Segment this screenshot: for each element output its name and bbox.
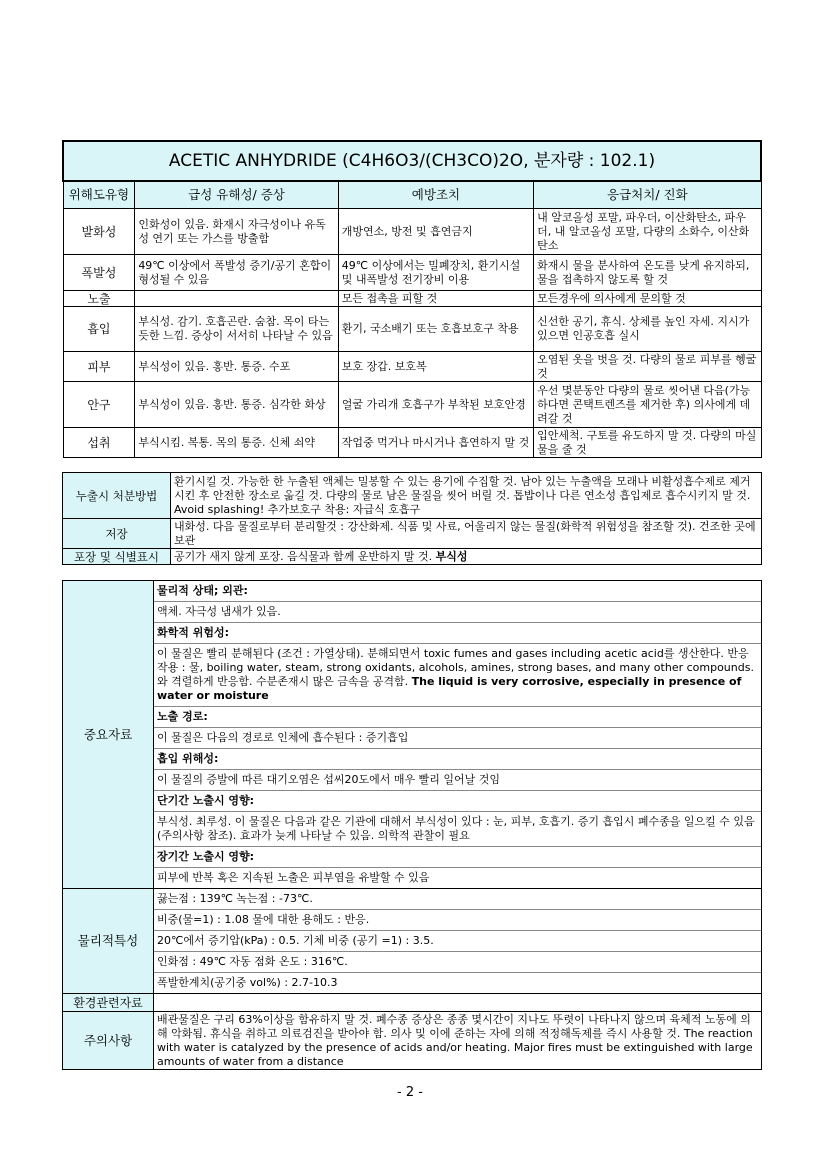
document-title: ACETIC ANHYDRIDE (C4H6O3/(CH3CO)2O, 분자량 : 102.1) bbox=[63, 141, 761, 181]
section-text: 이 물질은 다음의 경로로 인체에 흡수된다 : 증기흡입 bbox=[154, 728, 762, 749]
packaging-cell bbox=[171, 549, 762, 565]
section-text: 이 물질은 빨리 분해된다 (조건 : 가열상태). 분해되면서 toxic fumes and gases including acetic acid를 생산한다. 반응작용 : 물, boiling water, steam, strong oxidants, alcohols, amines, strong bases, and many other compounds.와 격렬하게 반응함. 수분존재시 많은 금속을 공격함. bbox=[157, 647, 754, 688]
handling-table bbox=[62, 472, 762, 565]
firstaid-cell: 내 알코올성 포말, 파우더, 이산화탄소, 파우더, 내 알코올성 포말, 다량의 소화수, 이산화탄소 bbox=[534, 209, 761, 255]
hazard-type: 흡입 bbox=[63, 307, 135, 352]
spill-disposal-text: 환기시킬 것. 가능한 한 누출된 액체는 밀봉할 수 있는 용기에 수집할 것. 남아 있는 누출액을 모래나 비활성흡수제로 제거시킨 후 안전한 장소로 옮길 것. 다량의 물로 남은 물질을 씻어 버릴 것. 톱밥이나 다른 연소성 흡입제로 흡수시키지 말 것. Avoid splashing! 추가보호구 착용: 자급식 호흡구 bbox=[171, 473, 762, 519]
hazard-type: 발화성 bbox=[63, 209, 135, 255]
prevention-cell: 환기, 국소배기 또는 호흡보호구 착용 bbox=[338, 307, 533, 352]
symptom-cell: 부식성. 감기. 호흡곤란. 숨참. 목이 타는 듯한 느낌. 증상이 서서히 나타날 수 있음 bbox=[135, 307, 338, 352]
hazard-table bbox=[62, 140, 762, 458]
prevention-cell: 모든 접촉을 피할 것 bbox=[338, 291, 533, 307]
prevention-cell: 얼굴 가리개 호흡구가 부착된 보호안경 bbox=[338, 382, 533, 428]
section-text: 피부에 반복 혹은 지속된 노출은 피부염을 유발할 수 있음 bbox=[154, 868, 762, 889]
column-header: 위해도유형 bbox=[63, 181, 135, 209]
section-heading: 흡입 위해성: bbox=[154, 749, 762, 770]
table-row bbox=[63, 255, 761, 291]
prevention-cell: 보호 장갑. 보호복 bbox=[338, 352, 533, 382]
hazard-type: 노출 bbox=[63, 291, 135, 307]
hazard-type: 피부 bbox=[63, 352, 135, 382]
column-header: 예방조치 bbox=[338, 181, 533, 209]
symptom-cell: 부식성이 있음. 홍반. 통증. 심각한 화상 bbox=[135, 382, 338, 428]
physical-line: 끓는점 : 139℃ 녹는점 : -73℃. bbox=[154, 889, 762, 910]
page-number: - 2 - bbox=[397, 1085, 423, 1100]
storage-text: 내화성. 다음 물질로부터 분리할것 : 강산화제. 식품 및 사료, 어울리지 않는 물질(화학적 위험성을 참조할 것). 건조한 곳에 보관 bbox=[171, 519, 762, 549]
important-data-label: 중요자료 bbox=[63, 581, 154, 889]
environment-label: 환경관련자료 bbox=[63, 994, 154, 1012]
firstaid-cell: 모든경우에 의사에게 문의할 것 bbox=[534, 291, 761, 307]
physical-line: 20℃에서 증기압(kPa) : 0.5. 기체 비중 (공기 =1) : 3.5. bbox=[154, 931, 762, 952]
table-row bbox=[63, 549, 762, 565]
physical-line: 비중(물=1) : 1.08 물에 대한 용해도 : 반응. bbox=[154, 910, 762, 931]
packaging-hazard-mark: 부식성 bbox=[435, 549, 468, 563]
storage-label: 저장 bbox=[63, 519, 171, 549]
section-text: 이 물질의 증발에 따른 대기오염은 섭씨20도에서 매우 빨리 일어날 것임 bbox=[154, 770, 762, 791]
firstaid-cell: 화재시 물을 분사하여 온도를 낮게 유지하되, 물을 접촉하지 않도록 할 것 bbox=[534, 255, 761, 291]
info-table bbox=[62, 580, 762, 1070]
table-row bbox=[63, 428, 761, 458]
hazard-type: 안구 bbox=[63, 382, 135, 428]
spill-disposal-label: 누출시 처분방법 bbox=[63, 473, 171, 519]
column-header: 급성 유해성/ 증상 bbox=[135, 181, 338, 209]
prevention-cell: 작업중 먹거나 마시거나 흡연하지 말 것 bbox=[338, 428, 533, 458]
packaging-label: 포장 및 식별표시 bbox=[63, 549, 171, 565]
column-header: 응급처치/ 진화 bbox=[534, 181, 761, 209]
symptom-cell bbox=[135, 291, 338, 307]
table-row bbox=[63, 291, 761, 307]
firstaid-cell: 오염된 옷을 벗을 것. 다량의 물로 피부를 헹굴 것 bbox=[534, 352, 761, 382]
table-row bbox=[63, 382, 761, 428]
table-row bbox=[63, 209, 761, 255]
symptom-cell: 부식시킴. 복통. 목의 통증. 신체 쇠약 bbox=[135, 428, 338, 458]
table-row bbox=[63, 352, 761, 382]
physical-line: 폭발한계치(공기중 vol%) : 2.7-10.3 bbox=[154, 973, 762, 994]
caution-label: 주의사항 bbox=[63, 1012, 154, 1070]
environment-text bbox=[154, 994, 762, 1012]
section-bold-text: The liquid is very corrosive, especially in presence of water or moisture bbox=[157, 675, 742, 702]
section-heading: 물리적 상태; 외관: bbox=[154, 581, 762, 602]
section-text: 액체. 자극성 냄새가 있음. bbox=[154, 602, 762, 623]
symptom-cell: 부식성이 있음. 홍반. 통증. 수포 bbox=[135, 352, 338, 382]
table-row bbox=[63, 307, 761, 352]
prevention-cell: 49℃ 이상에서는 밀폐장치, 환기시설 및 내폭발성 전기장비 이용 bbox=[338, 255, 533, 291]
section-text: 부식성. 최루성. 이 물질은 다음과 같은 기관에 대해서 부식성이 있다 : 눈, 피부, 호흡기. 증기 흡입시 폐수종을 일으킬 수 있음(주의사항 참조). 효과가 늦게 나타날 수 있음. 의학적 관찰이 필요 bbox=[154, 812, 762, 847]
section-heading: 단기간 노출시 영향: bbox=[154, 791, 762, 812]
symptom-cell: 49℃ 이상에서 폭발성 증기/공기 혼합이 형성될 수 있음 bbox=[135, 255, 338, 291]
section-heading: 장기간 노출시 영향: bbox=[154, 847, 762, 868]
symptom-cell: 인화성이 있음. 화재시 자극성이나 유독성 연기 또는 가스를 방출함 bbox=[135, 209, 338, 255]
section-text-cell bbox=[154, 644, 762, 707]
packaging-text: 공기가 새지 않게 포장. 음식물과 함께 운반하지 말 것. bbox=[174, 549, 433, 563]
physical-properties-label: 물리적특성 bbox=[63, 889, 154, 994]
section-heading: 화학적 위험성: bbox=[154, 623, 762, 644]
firstaid-cell: 우선 몇분동안 다량의 물로 씻어낸 다음(가능하다면 콘택트렌즈를 제거한 후) 의사에게 데려갈 것 bbox=[534, 382, 761, 428]
section-heading: 노출 경로: bbox=[154, 707, 762, 728]
physical-line: 인화점 : 49℃ 자동 점화 온도 : 316℃. bbox=[154, 952, 762, 973]
hazard-type: 섭취 bbox=[63, 428, 135, 458]
table-row bbox=[63, 519, 762, 549]
prevention-cell: 개방연소, 방전 및 흡연금지 bbox=[338, 209, 533, 255]
hazard-type: 폭발성 bbox=[63, 255, 135, 291]
firstaid-cell: 신선한 공기, 휴식. 상체를 높인 자세. 지시가 있으면 인공호흡 실시 bbox=[534, 307, 761, 352]
table-row bbox=[63, 473, 762, 519]
firstaid-cell: 입안세척. 구토를 유도하지 말 것. 다량의 마실물을 줄 것 bbox=[534, 428, 761, 458]
caution-text: 배관물질은 구리 63%이상을 함유하지 말 것. 폐수종 증상은 종종 몇시간이 지나도 뚜렷이 나타나지 않으며 육체적 노동에 의해 악화됨. 휴식을 취하고 의료검진을 받아야 함. 의사 및 이에 준하는 자에 의해 적정해독제를 즉시 사용할 것. The reaction with water is catalyzed by the presence of acids and/or heating. Major fires must be extinguished with large amounts of water from a distance bbox=[154, 1012, 762, 1070]
